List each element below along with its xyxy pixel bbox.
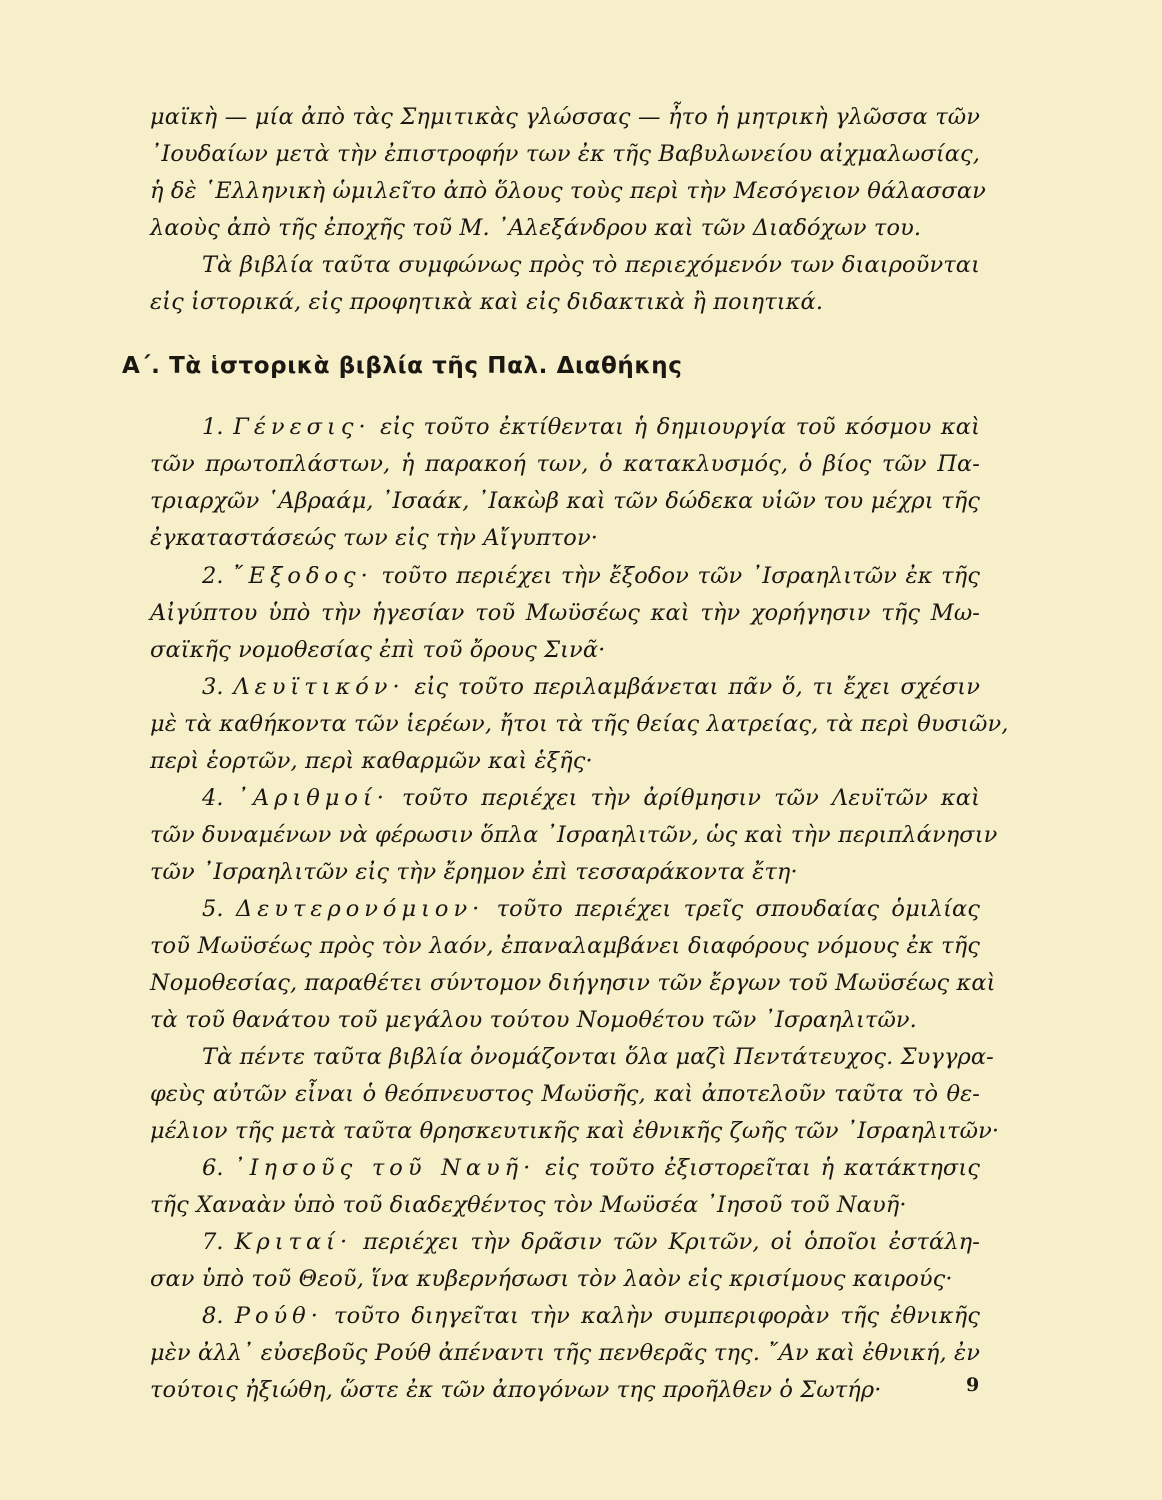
list-item-judges — [150, 1225, 980, 1259]
list-item-genesis — [150, 410, 980, 444]
item-number: 6. — [202, 1155, 224, 1181]
item-text: εἰς τοῦτο περιλαμβάνεται πᾶν ὅ, τι ἔχει σχέσιν — [414, 674, 980, 700]
item-text: τοῦτο περιέχει τρεῖς σπουδαίας ὁμιλίας — [496, 896, 980, 922]
list-item-ruth — [150, 1299, 980, 1333]
section-heading: Α΄. Τὰ ἱστορικὰ βιβλία τῆς Παλ. Διαθήκης — [122, 353, 683, 379]
item-number: 2. — [202, 563, 224, 589]
item-number: 4. — [202, 785, 224, 811]
item-title: Δευτερονόμιον· — [235, 896, 485, 922]
text-line: σαϊκῆς νομοθεσίας ἐπὶ τοῦ ὄρους Σινᾶ· — [150, 637, 606, 663]
item-title: ᾿Ιησοῦς τοῦ Ναυῆ· — [233, 1155, 536, 1181]
text-line: τῶν πρωτοπλάστων, ἡ παρακοή των, ὁ κατακλυσμός, ὁ βίος τῶν Πα- — [150, 451, 980, 477]
text-line: μὲ τὰ καθήκοντα τῶν ἱερέων, ἤτοι τὰ τῆς θείας λατρείας, τὰ περὶ θυσιῶν, — [150, 711, 1009, 737]
text-line: Τὰ βιβλία ταῦτα συμφώνως πρὸς τὸ περιεχόμενόν των διαιροῦνται — [202, 252, 980, 278]
text-line: μὲν ἀλλ᾿ εὐσεβοῦς Ρούθ ἀπέναντι τῆς πενθερᾶς της. ῎Αν καὶ ἐθνική, ἐν — [150, 1340, 980, 1366]
text-line: μέλιον τῆς μετὰ ταῦτα θρησκευτικῆς καὶ ἐθνικῆς ζωῆς τῶν ᾿Ισραηλιτῶν· — [150, 1118, 1000, 1144]
text-line: σαν ὑπὸ τοῦ Θεοῦ, ἵνα κυβερνήσωσι τὸν λαὸν εἰς κρισίμους καιρούς· — [150, 1266, 953, 1292]
page-number: 9 — [966, 1374, 980, 1396]
item-text: τοῦτο περιέχει τὴν ἀρίθμησιν τῶν Λευϊτῶν καὶ — [401, 785, 980, 811]
item-text: τοῦτο περιέχει τὴν ἔξοδον τῶν ᾿Ισραηλιτῶν ἐκ τῆς — [381, 563, 980, 589]
item-title: Λευϊτικόν· — [233, 674, 405, 700]
text-line: Αἰγύπτου ὑπὸ τὴν ἡγεσίαν τοῦ Μωϋσέως καὶ τὴν χορήγησιν τῆς Μω- — [150, 600, 980, 626]
item-number: 1. — [202, 414, 224, 440]
item-title: ᾿Αριθμοί· — [236, 785, 389, 811]
text-line: τοῦ Μωϋσέως πρὸς τὸν λαόν, ἐπαναλαμβάνει διαφόρους νόμους ἐκ τῆς — [150, 933, 980, 959]
text-line: τούτοις ἠξιώθη, ὥστε ἐκ τῶν ἀπογόνων της προῆλθεν ὁ Σωτήρ· — [150, 1377, 882, 1403]
item-title: ῎Εξοδος· — [232, 563, 373, 589]
text-line: τὰ τοῦ θανάτου τοῦ μεγάλου τούτου Νομοθέτου τῶν ᾿Ισραηλιτῶν. — [150, 1007, 917, 1033]
list-item-leviticus — [150, 670, 980, 704]
text-line: Τὰ πέντε ταῦτα βιβλία ὀνομάζονται ὅλα μαζὶ Πεντάτευχος. Συγγρα- — [202, 1044, 994, 1070]
item-text: τοῦτο διηγεῖται τὴν καλὴν συμπεριφορὰν τῆς ἐθνικῆς — [334, 1303, 980, 1329]
text-line: τῆς Χαναὰν ὑπὸ τοῦ διαδεχθέντος τὸν Μωϋσέα ᾿Ιησοῦ τοῦ Ναυῆ· — [150, 1192, 907, 1218]
text-line: εἰς ἱστορικά, εἰς προφητικὰ καὶ εἰς διδακτικὰ ἢ ποιητικά. — [150, 289, 824, 315]
item-text: περιέχει τὴν δρᾶσιν τῶν Κριτῶν, οἱ ὁποῖοι ἐστάλη- — [363, 1229, 980, 1255]
text-line: ἡ δὲ ῾Ελληνικὴ ὡμιλεῖτο ἀπὸ ὅλους τοὺς περὶ τὴν Μεσόγειον θάλασσαν — [150, 178, 986, 204]
text-line: τῶν ᾿Ισραηλιτῶν εἰς τὴν ἔρημον ἐπὶ τεσσαράκοντα ἔτη· — [150, 859, 798, 885]
item-title: Κριταί· — [234, 1229, 353, 1255]
text-line: τῶν δυναμένων νὰ φέρωσιν ὅπλα ᾿Ισραηλιτῶν, ὡς καὶ τὴν περιπλάνησιν — [150, 822, 998, 848]
list-item-numbers — [150, 781, 980, 815]
text-line: τριαρχῶν ῾Αβραάμ, ᾿Ισαάκ, ᾿Ιακὼβ καὶ τῶν δώδεκα υἱῶν του μέχρι τῆς — [150, 488, 980, 514]
item-text: εἰς τοῦτο ἐξιστορεῖται ἡ κατάκτησις — [545, 1155, 980, 1181]
text-line: φεὺς αὐτῶν εἶναι ὁ θεόπνευστος Μωϋσῆς, καὶ ἀποτελοῦν ταῦτα τὸ θε- — [150, 1081, 980, 1107]
list-item-joshua — [150, 1151, 980, 1185]
item-text: εἰς τοῦτο ἐκτίθενται ἡ δημιουργία τοῦ κόσμου καὶ — [380, 414, 980, 440]
list-item-exodus — [150, 559, 980, 593]
item-number: 3. — [202, 674, 224, 700]
item-number: 7. — [202, 1229, 224, 1255]
text-line: περὶ ἑορτῶν, περὶ καθαρμῶν καὶ ἑξῆς· — [150, 748, 593, 774]
text-line: μαϊκὴ — μία ἀπὸ τὰς Σημιτικὰς γλώσσας — ἦτο ἡ μητρικὴ γλῶσσα τῶν — [150, 104, 980, 130]
text-line: ἐγκαταστάσεώς των εἰς τὴν Αἴγυπτον· — [150, 525, 598, 551]
list-item-deuteronomy — [150, 892, 980, 926]
item-title: Ρούθ· — [234, 1303, 323, 1329]
item-number: 8. — [202, 1303, 224, 1329]
item-title: Γένεσις· — [233, 414, 371, 440]
text-line: ᾿Ιουδαίων μετὰ τὴν ἐπιστροφήν των ἐκ τῆς Βαβυλωνείου αἰχμαλωσίας, — [150, 141, 980, 167]
text-line: λαοὺς ἀπὸ τῆς ἐποχῆς τοῦ Μ. ᾿Αλεξάνδρου καὶ τῶν Διαδόχων του. — [150, 215, 922, 241]
item-number: 5. — [202, 896, 224, 922]
text-line: Νομοθεσίας, παραθέτει σύντομον διήγησιν τῶν ἔργων τοῦ Μωϋσέως καὶ — [150, 970, 996, 996]
